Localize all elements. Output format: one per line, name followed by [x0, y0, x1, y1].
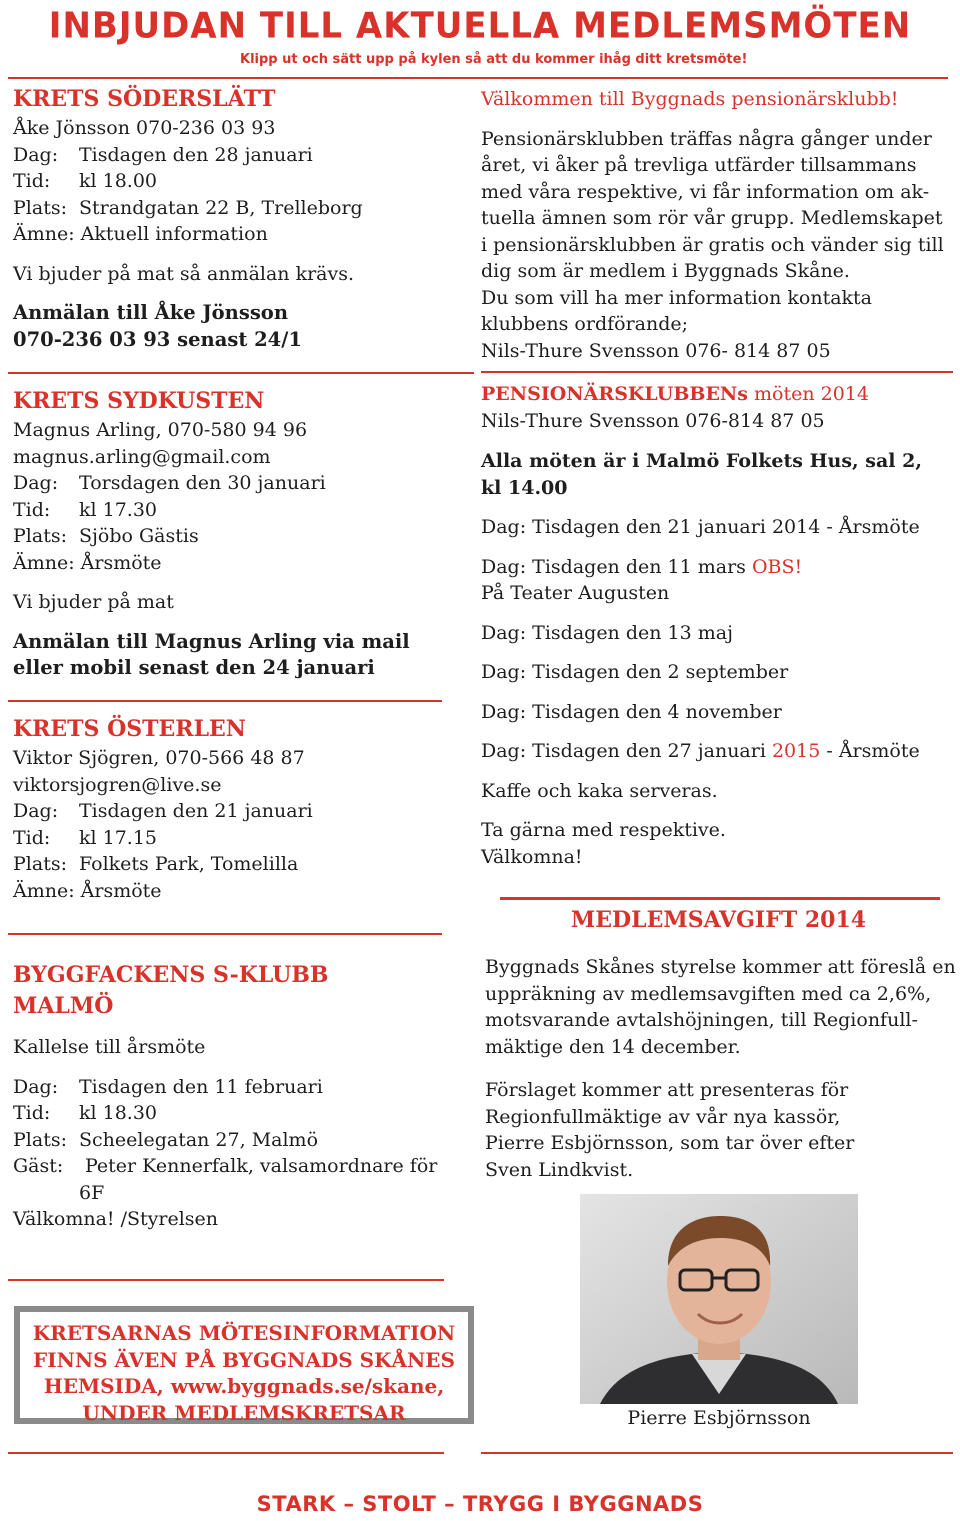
page-title: INBJUDAN TILL AKTUELLA MEDLEMSMÖTEN	[48, 5, 912, 47]
gast-line: 6F	[79, 1181, 105, 1204]
text-line: i pensionärsklubben är gratis och vänder sig till	[481, 233, 944, 256]
tid-line: Tid: kl 17.15	[13, 826, 158, 849]
valkomna-line: Välkomna!	[481, 845, 583, 868]
meeting-line: Dag: Tisdagen den 11 mars OBS!	[481, 555, 803, 578]
dag-line: Dag: Torsdagen den 30 januari	[13, 472, 326, 494]
amne-line: Ämne: Aktuell information	[13, 223, 268, 245]
text-line: Förslaget kommer att presenteras för	[485, 1079, 849, 1101]
section-heading: KRETS SYDKUSTEN	[13, 388, 265, 414]
section-heading: MALMÖ	[13, 993, 114, 1019]
section-pensionarsklubben	[481, 86, 956, 364]
section-rule	[481, 1452, 953, 1454]
valkomna-line: Välkomna! /Styrelsen	[13, 1208, 219, 1230]
text-line: Byggnads Skånes styrelse kommer att föreslå en	[485, 956, 956, 978]
dag-line: Dag: Tisdagen den 28 januari	[13, 143, 313, 166]
section-krets-osterlen	[13, 714, 473, 904]
anmalan-line: Anmälan till Åke Jönsson	[13, 301, 288, 324]
contact-line: Nils-Thure Svensson 076-814 87 05	[481, 409, 825, 432]
section-rule	[500, 897, 940, 900]
notice-line: UNDER MEDLEMSKRETSAR	[82, 1400, 406, 1425]
footer-slogan: STARK – STOLT – TRYGG I BYGGNADS	[256, 1492, 704, 1516]
tid-line: Tid: kl 17.30	[13, 498, 158, 521]
text-line: med våra respektive, vi får information om ak-	[481, 180, 930, 203]
location-line: kl 14.00	[481, 476, 568, 499]
meeting-line: Dag: Tisdagen den 4 november	[481, 700, 782, 723]
portrait-photo	[580, 1194, 858, 1404]
text-line: Pensionärsklubben träffas några gånger under	[481, 127, 932, 150]
section-rule	[8, 1452, 444, 1454]
dag-line: Dag: Tisdagen den 11 februari	[13, 1075, 323, 1098]
plats-line: Plats: Sjöbo Gästis	[13, 525, 199, 547]
note-line: Vi bjuder på mat	[13, 591, 174, 613]
email-line: magnus.arling@gmail.com	[13, 445, 271, 468]
location-line: Alla möten är i Malmö Folkets Hus, sal 2,	[481, 450, 922, 472]
text-line: Regionfullmäktige av vår nya kassör,	[485, 1105, 841, 1128]
avgift-heading: MEDLEMSAVGIFT 2014	[570, 907, 867, 933]
text-line: dig som är medlem i Byggnads Skåne.	[481, 260, 850, 282]
meeting-note: På Teater Augusten	[481, 582, 670, 604]
notice-line: KRETSARNAS MÖTESINFORMATION	[32, 1321, 456, 1345]
kaffe-line: Kaffe och kaka serveras.	[481, 779, 718, 802]
text-line: mäktige den 14 december.	[485, 1035, 741, 1058]
header-rule	[8, 77, 948, 79]
note-line: Vi bjuder på mat så anmälan krävs.	[13, 262, 355, 285]
moten-heading: PENSIONÄRSKLUBBENs möten 2014	[481, 383, 869, 405]
section-krets-soderslatt	[13, 84, 473, 353]
text-line: Nils-Thure Svensson 076- 814 87 05	[481, 339, 831, 362]
text-line: Pierre Esbjörnsson, som tar över efter	[485, 1132, 855, 1154]
website-notice-box	[14, 1306, 474, 1424]
anmalan-line: 070-236 03 93 senast 24/1	[13, 327, 302, 351]
meeting-line: Dag: Tisdagen den 21 januari 2014 - Årsmöte	[481, 516, 920, 538]
text-line: motsvarande avtalshöjningen, till Regionfull-	[485, 1009, 918, 1031]
text-line: tuella ämnen som rör vår grupp. Medlemskapet	[481, 207, 943, 229]
plats-line: Plats: Strandgatan 22 B, Trelleborg	[13, 196, 363, 219]
section-krets-sydkusten	[13, 386, 473, 682]
meeting-line: Dag: Tisdagen den 27 januari 2015 - Årsmöte	[481, 740, 920, 762]
contact-line: Viktor Sjögren, 070-566 48 87	[13, 747, 305, 769]
intro-text	[481, 126, 956, 365]
photo-caption: Pierre Esbjörnsson	[627, 1407, 811, 1429]
section-rule	[8, 700, 442, 702]
anmalan-line: eller mobil senast den 24 januari	[13, 656, 375, 679]
text-line: året, vi åker på trevliga utfärder tillsammans	[481, 154, 917, 176]
contact-line: Magnus Arling, 070-580 94 96	[13, 419, 308, 441]
tid-line: Tid: kl 18.30	[13, 1102, 158, 1124]
section-rule	[481, 371, 953, 373]
section-heading: KRETS ÖSTERLEN	[13, 716, 246, 742]
section-heading: KRETS SÖDERSLÄTT	[13, 86, 276, 112]
text-line: klubbens ordförande;	[481, 313, 689, 335]
welcome-line: Välkommen till Byggnads pensionärsklubb!	[481, 88, 899, 110]
plats-line: Plats: Scheelegatan 27, Malmö	[13, 1128, 319, 1151]
anmalan-line: Anmälan till Magnus Arling via mail	[13, 629, 410, 653]
respektive-line: Ta gärna med respektive.	[481, 819, 726, 841]
gast-line: Gäst: Peter Kennerfalk, valsamordnare för	[13, 1155, 438, 1177]
amne-line: Ämne: Årsmöte	[13, 879, 162, 902]
contact-line: Åke Jönsson 070-236 03 93	[13, 117, 276, 139]
text-line: Du som vill ha mer information kontakta	[481, 286, 873, 309]
notice-line: FINNS ÄVEN PÅ BYGGNADS SKÅNES	[33, 1347, 455, 1372]
section-medlemsavgift	[485, 954, 957, 1183]
section-moten-2014	[481, 381, 956, 870]
plats-line: Plats: Folkets Park, Tomelilla	[13, 853, 299, 875]
amne-line: Ämne: Årsmöte	[13, 551, 162, 574]
notice-line: HEMSIDA, www.byggnads.se/skane,	[43, 1374, 445, 1398]
page-subtitle: Klipp ut och sätt upp på kylen så att du kommer ihåg ditt kretsmöte!	[240, 52, 748, 67]
section-rule	[8, 933, 442, 935]
meeting-line: Dag: Tisdagen den 13 maj	[481, 621, 733, 644]
section-rule	[8, 1279, 444, 1281]
section-rule	[8, 372, 474, 374]
portrait-image	[580, 1194, 858, 1404]
section-byggfackens	[13, 960, 473, 1233]
dag-line: Dag: Tisdagen den 21 januari	[13, 800, 313, 822]
text-line: Sven Lindkvist.	[485, 1158, 634, 1181]
email-line: viktorsjogren@live.se	[13, 773, 222, 796]
kallelse-line: Kallelse till årsmöte	[13, 1036, 206, 1058]
section-heading: BYGGFACKENS S-KLUBB	[13, 962, 329, 988]
meeting-line: Dag: Tisdagen den 2 september	[481, 661, 789, 683]
text-line: uppräkning av medlemsavgiften med ca 2,6%,	[485, 982, 932, 1005]
tid-line: Tid: kl 18.00	[13, 170, 158, 192]
